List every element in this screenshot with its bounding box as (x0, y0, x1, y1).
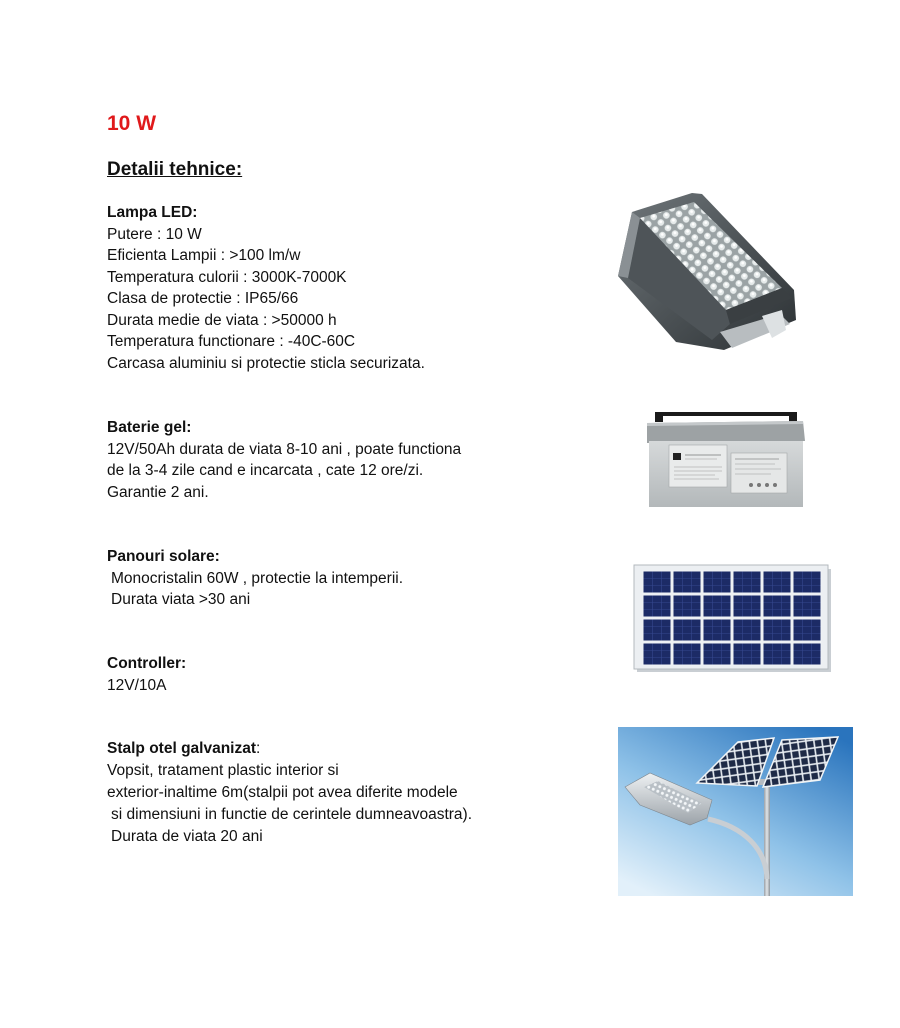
pole-heading: Stalp otel galvanizat (107, 740, 257, 757)
led-street-lamp-image (612, 190, 798, 356)
battery-spec-line: Garantie 2 ani. (107, 483, 209, 501)
controller-section (107, 653, 186, 696)
lamp-heading: Lampa LED: (107, 204, 198, 221)
solar-panels-heading: Panouri solare: (107, 548, 220, 565)
panel-cells (642, 570, 822, 666)
battery-section (107, 417, 461, 503)
pole-spec-line: si dimensiuni in functie de cerintele dumneavoastra). (111, 806, 472, 823)
gel-battery-image (647, 411, 805, 508)
lamp-spec-line: Carcasa aluminiu si protectie sticla securizata. (107, 354, 425, 372)
lamp-spec-line: Durata medie de viata : >50000 h (107, 311, 337, 329)
battery-label-left (669, 445, 727, 487)
lamp-spec-line: Putere : 10 W (107, 225, 202, 243)
pole-spec-line: Durata de viata 20 ani (111, 828, 263, 845)
solar-panels-section (107, 546, 403, 611)
details-title: Detalii tehnice: (107, 159, 243, 180)
lamp-spec-line: Eficienta Lampii : >100 lm/w (107, 247, 301, 264)
lamp-spec-line: Temperatura functionare : -40C-60C (107, 333, 356, 350)
pole-heading-colon: : (256, 740, 261, 757)
solar-street-light-image (618, 727, 853, 896)
solar-panels-spec-line: Durata viata >30 ani (111, 591, 251, 608)
controller-heading: Controller: (107, 655, 187, 672)
pole-heading-row (107, 738, 472, 760)
solar-panels-spec-line: Monocristalin 60W , protectie la intemperii. (111, 569, 404, 587)
pole-section (107, 738, 472, 848)
solar-panel-image (633, 564, 831, 672)
battery-spec-line: de la 3-4 zile cand e incarcata , cate 12 ore/zi. (107, 462, 424, 479)
battery-heading: Baterie gel: (107, 419, 192, 436)
pole-spec-line: Vopsit, tratament plastic interior si (107, 762, 339, 779)
battery-spec-line: 12V/50Ah durata de viata 8-10 ani , poate functiona (107, 440, 462, 458)
battery-label-right (731, 453, 787, 493)
power-title: 10 W (107, 112, 157, 135)
pole-spec-line: exterior-inaltime 6m(stalpii pot avea diferite modele (107, 784, 458, 801)
lamp-section (107, 202, 425, 374)
lamp-spec-line: Clasa de protectie : IP65/66 (107, 290, 299, 307)
battery-handle (655, 412, 797, 422)
controller-spec-line: 12V/10A (107, 676, 167, 694)
light-pole (764, 785, 770, 896)
lamp-spec-line: Temperatura culorii : 3000K-7000K (107, 268, 347, 286)
